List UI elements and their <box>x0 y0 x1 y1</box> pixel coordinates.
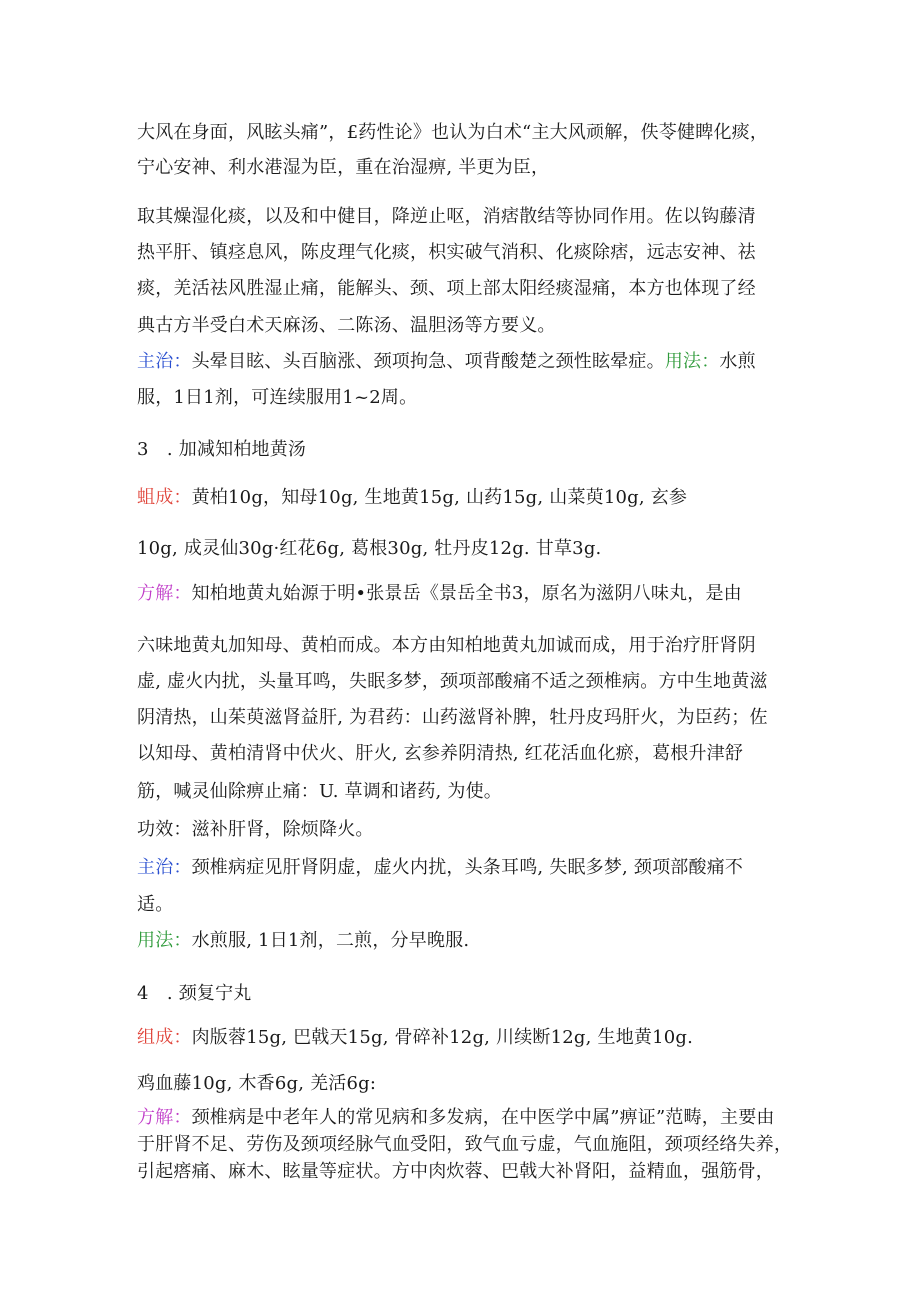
text-line: 虚, 虚火内扰，头量耳鸣，失眠多梦，颈项部酸痛不适之颈椎病。方中生地黄滋 <box>137 671 768 692</box>
text-line: 方解：颈椎病是中老年人的常见病和多发病，在中医学中属”痹证”范畴，主要由 <box>137 1107 775 1128</box>
text-line: 10g, 成灵仙30g·红花6g, 葛根30g, 牡丹皮12g. 甘草3g. <box>137 538 602 559</box>
text-line: 蛆成：黄柏10g，知母10g, 生地黄15g, 山药15g, 山菜萸10g, 玄参 <box>137 487 688 508</box>
label-explanation: 方解： <box>137 1107 192 1128</box>
text-line: 六味地黄丸加知母、黄柏而成。本方由知柏地黄丸加诚而成，用于治疗肝肾阴 <box>137 635 756 656</box>
label-indications: 主治： <box>137 857 192 878</box>
label-indications: 主治： <box>137 351 192 372</box>
text-line: 用法：水煎服, 1日1剂，二煎，分早晚服. <box>137 930 470 951</box>
text-line: 适。 <box>137 894 174 915</box>
text-line: 典古方半受白术天麻汤、二陈汤、温胆汤等方要义。 <box>137 315 556 336</box>
label-composition: 蛆成： <box>137 487 192 508</box>
section-heading: 3 . 加减知柏地黄汤 <box>137 439 307 460</box>
label-composition: 组成： <box>137 1027 192 1048</box>
label-usage: 用法： <box>137 930 192 951</box>
text-line: 痰，羌活祛风胜湿止痛，能解头、颈、项上部太阳经痰湿痛，本方也体现了经 <box>137 278 756 299</box>
text-line: 鸡血藤10g, 木香6g, 羌活6g: <box>137 1073 377 1094</box>
text-line: 主治：头晕目眩、头百脑涨、颈项拘急、项背酸楚之颈性眩晕症。用法：水煎 <box>137 351 756 372</box>
text-line: 热平肝、镇痉息风，陈皮理气化痰，枳实破气消积、化痰除痞，远志安神、祛 <box>137 242 756 263</box>
text-line: 服，1日1剂，可连续服用1~2周。 <box>137 387 418 408</box>
text-line: 功效：滋补肝肾，除烦降火。 <box>137 819 374 840</box>
label-usage: 用法： <box>664 351 720 372</box>
label-explanation: 方解： <box>137 583 192 604</box>
text-line: 筋，喊灵仙除痹止痛：U. 草调和诸药, 为使。 <box>137 781 503 802</box>
text-line: 组成：肉版蓉15g, 巴戟天15g, 骨碎补12g, 川续断12g, 生地黄10g. <box>137 1027 694 1048</box>
section-heading: 4 . 颈复宁丸 <box>137 983 252 1004</box>
text-line: 于肝肾不足、劳伤及颈项经脉气血受阳，致气血亏虚，气血施阻，颈项经络失养， <box>137 1134 793 1155</box>
text-line: 阴清热，山茱萸滋肾益肝, 为君药：山药滋肾补脾，牡丹皮玛肝火，为臣药；佐 <box>137 707 768 728</box>
text-line: 取其燥湿化痰，以及和中健目，降逆止呕，消痞散结等协同作用。佐以钩藤清 <box>137 206 756 227</box>
text-line: 引起瘩痛、麻木、眩量等症状。方中肉炊蓉、巴戟大补肾阳，益精血，强筋骨， <box>137 1161 774 1182</box>
text-line: 主治：颈椎病症见肝肾阴虚，虚火内扰，头条耳鸣, 失眠多梦, 颈项部酸痛不 <box>137 857 744 878</box>
text-line: 宁心安神、利水港湿为臣，重在治湿痹, 半更为臣， <box>137 157 550 178</box>
text-line: 方解：知柏地黄丸始源于明•张景岳《景岳全书3，原名为滋阴八味丸，是由 <box>137 583 742 604</box>
text-line: 以知母、黄柏清肾中伏火、肝火, 玄参养阴清热, 红花活血化瘀，葛根升津舒 <box>137 743 744 764</box>
text-line: 大风在身面，风眩头痛”，£药性论》也认为白术“主大风顽解，佚苓健睥化痰， <box>137 122 769 143</box>
